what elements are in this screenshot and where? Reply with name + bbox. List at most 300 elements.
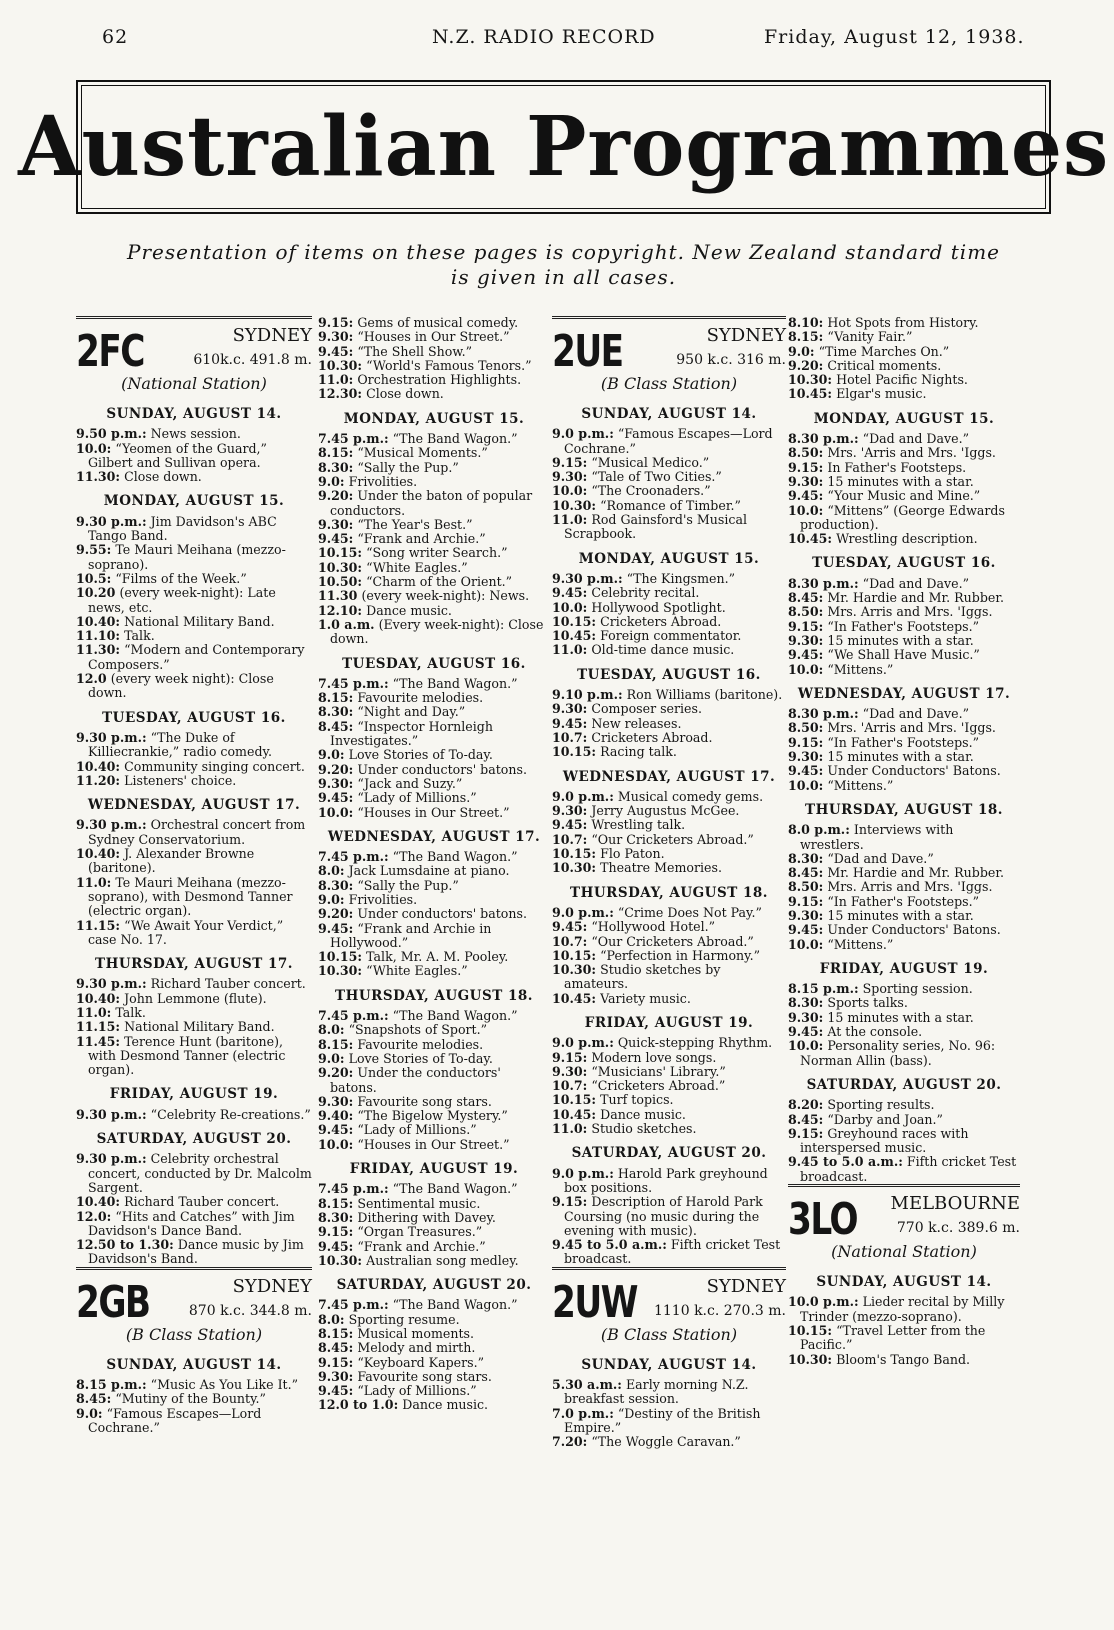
- day-heading: SATURDAY, AUGUST 20.: [336, 1277, 532, 1294]
- programme-item: [318, 475, 550, 489]
- programme-title: Close down.: [124, 469, 202, 485]
- programme-title: “White Eagles.”: [366, 559, 468, 575]
- programme-time: 8.30:: [318, 877, 354, 893]
- day-heading: MONDAY, AUGUST 15.: [813, 410, 995, 427]
- programme-title: “Cricketers Abroad.”: [591, 1078, 726, 1094]
- programme-title: Mrs. 'Arris and Mrs. 'Iggs.: [827, 445, 996, 461]
- programme-item: [552, 1051, 786, 1065]
- day-heading: SUNDAY, AUGUST 14.: [581, 406, 757, 422]
- programme-title: Dithering with Davey.: [357, 1209, 496, 1225]
- programme-title: Description of Harold Park Coursing (no music during the evening with music).: [564, 1194, 763, 1238]
- programme-title: Modern love songs.: [591, 1049, 717, 1065]
- programme-time: 8.45:: [318, 1340, 354, 1356]
- programme-time: 10.0:: [788, 661, 824, 677]
- programme-title: Lieder recital by Milly Trinder (mezzo-soprano).: [800, 1294, 1005, 1324]
- programme-time: 9.10 p.m.:: [552, 687, 623, 703]
- programme-time: 8.45:: [788, 1111, 824, 1127]
- programme-time: 9.20:: [318, 906, 354, 922]
- programme-item: [76, 672, 312, 701]
- programme-time: 9.30:: [788, 1009, 824, 1025]
- programme-title: “The Kingsmen.”: [626, 570, 736, 586]
- programme-item: [788, 779, 1020, 793]
- programme-item: [76, 1210, 312, 1239]
- programme-time: 9.45:: [318, 920, 354, 936]
- programme-time: 7.45 p.m.:: [318, 1181, 389, 1197]
- programme-item: [318, 432, 550, 446]
- programme-title: “Keyboard Kapers.”: [357, 1354, 485, 1370]
- programme-item: [76, 774, 312, 788]
- programme-title: “Celebrity Re-creations.”: [150, 1106, 311, 1122]
- programme-time: 10.0 p.m.:: [788, 1294, 859, 1310]
- rule-divider: [552, 1267, 786, 1272]
- programme-time: 8.30 p.m.:: [788, 575, 859, 591]
- day-heading: FRIDAY, AUGUST 19.: [819, 960, 989, 977]
- programme-time: 10.15:: [318, 949, 363, 965]
- page-number: 62: [102, 26, 129, 48]
- notice-line-2: is given in all cases.: [450, 265, 677, 289]
- programme-time: 12.0 to 1.0:: [318, 1397, 399, 1413]
- programme-time: 10.0:: [76, 440, 112, 456]
- programme-time: 8.30:: [318, 1209, 354, 1225]
- programme-time: 10.30:: [318, 1252, 363, 1268]
- programme-item: [788, 996, 1020, 1010]
- programme-item: [552, 1407, 786, 1436]
- programme-title: “Mittens” (George Edwards production).: [800, 502, 1005, 532]
- programme-item: [76, 1152, 312, 1195]
- programme-time: 10.30:: [788, 372, 833, 388]
- programme-title: Jerry Augustus McGee.: [591, 803, 740, 819]
- programme-item: [788, 852, 1020, 866]
- programme-title: Dance music.: [600, 1106, 686, 1122]
- programme-title: 15 minutes with a star.: [827, 1009, 974, 1025]
- programme-list: [788, 316, 1020, 402]
- programme-time: 8.0:: [318, 863, 345, 879]
- station-block: [76, 316, 312, 397]
- programme-title: (every week-night): Late news, etc.: [88, 585, 276, 615]
- programme-time: 9.45:: [318, 1383, 354, 1399]
- programme-time: 9.15:: [318, 1354, 354, 1370]
- programme-title: Wrestling talk.: [591, 817, 686, 833]
- programme-title: “Famous Escapes—Lord Cochrane.”: [88, 1405, 262, 1435]
- programme-time: 9.0:: [318, 747, 345, 763]
- programme-item: [788, 634, 1020, 648]
- programme-item: [318, 446, 550, 460]
- programme-item: [788, 1127, 1020, 1156]
- programme-item: [788, 895, 1020, 909]
- programme-time: 9.15:: [318, 1224, 354, 1240]
- programme-title: Mrs. Arris and Mrs. 'Iggs.: [827, 879, 993, 895]
- programme-time: 10.30:: [318, 559, 363, 575]
- programme-title: Turf topics.: [600, 1092, 674, 1108]
- programme-list: [318, 316, 550, 402]
- programme-title: “Modern and Contemporary Composers.”: [88, 642, 305, 672]
- programme-time: 9.30:: [552, 469, 588, 485]
- station-frequency: 1110 k.c. 270.3 m.: [653, 1302, 786, 1319]
- programme-time: 10.15:: [552, 613, 597, 629]
- programme-time: 10.45:: [788, 531, 833, 547]
- programme-time: 7.45 p.m.:: [318, 849, 389, 865]
- programme-item: [788, 1155, 1020, 1184]
- programme-title: Talk.: [115, 1004, 146, 1020]
- programme-item: [788, 707, 1020, 721]
- column-4: [788, 316, 1020, 1367]
- programme-time: 9.45:: [552, 919, 588, 935]
- programme-time: 8.45:: [788, 590, 824, 606]
- programme-item: [318, 1123, 550, 1137]
- programme-item: [552, 1093, 786, 1107]
- programme-item: [318, 806, 550, 820]
- programme-item: [76, 586, 312, 615]
- programme-time: 10.0:: [552, 599, 588, 615]
- programme-time: 9.30:: [552, 803, 588, 819]
- programme-time: 9.30:: [318, 1368, 354, 1384]
- programme-list: [318, 1298, 550, 1412]
- day-heading: TUESDAY, AUGUST 16.: [577, 666, 761, 683]
- programme-item: [788, 461, 1020, 475]
- programme-title: “Destiny of the British Empire.”: [564, 1405, 761, 1435]
- programme-time: 10.0:: [788, 502, 824, 518]
- programme-time: 9.0:: [76, 1405, 103, 1421]
- programme-title: “Lady of Millions.”: [357, 790, 477, 806]
- column-3: [552, 316, 786, 1450]
- programme-item: [318, 604, 550, 618]
- programme-list: [76, 977, 312, 1077]
- programme-time: 10.50:: [318, 574, 363, 590]
- programme-item: [552, 470, 786, 484]
- programme-item: [76, 1238, 312, 1267]
- programme-list: [318, 1182, 550, 1268]
- programme-title: Terence Hunt (baritone), with Desmond Tanner (electric organ).: [88, 1033, 286, 1078]
- copyright-notice: [76, 240, 1051, 290]
- programme-title: Sporting session.: [862, 981, 973, 997]
- programme-time: 12.10:: [318, 602, 363, 618]
- programme-item: [552, 818, 786, 832]
- programme-item: [318, 387, 550, 401]
- programme-time: 9.30 p.m.:: [76, 729, 147, 745]
- programme-time: 7.0 p.m.:: [552, 1405, 614, 1421]
- programme-time: 9.30:: [788, 907, 824, 923]
- programme-title: “Jack and Suzy.”: [357, 775, 463, 791]
- programme-time: 8.15:: [788, 329, 824, 345]
- programme-item: [552, 484, 786, 498]
- programme-item: [318, 532, 550, 546]
- programme-title: Sentimental music.: [357, 1195, 481, 1211]
- programme-item: [318, 677, 550, 691]
- programme-title: “The Band Wagon.”: [392, 1181, 518, 1197]
- station-heading: [552, 1275, 786, 1348]
- programme-time: 11.45:: [76, 1033, 121, 1049]
- programme-title: “Dad and Dave.”: [862, 575, 970, 591]
- column-2: [318, 316, 550, 1413]
- programme-item: [788, 909, 1020, 923]
- programme-item: [76, 572, 312, 586]
- programme-time: 9.15:: [318, 315, 354, 330]
- programme-item: [318, 950, 550, 964]
- programme-list: [552, 790, 786, 876]
- programme-list: [788, 1295, 1020, 1366]
- station-call-sign: 2UE: [552, 326, 623, 377]
- programme-time: 9.15:: [788, 459, 824, 475]
- programme-title: Orchestral concert from Sydney Conservatorium.: [88, 817, 306, 847]
- programme-item: [788, 880, 1020, 894]
- programme-time: 9.30:: [788, 749, 824, 765]
- programme-time: 10.15:: [552, 1092, 597, 1108]
- programme-time: 10.45:: [552, 628, 597, 644]
- programme-item: [318, 359, 550, 373]
- rule-divider: [76, 316, 312, 321]
- programme-item: [788, 475, 1020, 489]
- programme-time: 8.30 p.m.:: [788, 431, 859, 447]
- programme-item: [318, 850, 550, 864]
- programme-item: [318, 1138, 550, 1152]
- programme-item: [788, 1025, 1020, 1039]
- programme-item: [788, 823, 1020, 852]
- station-heading: [788, 1195, 1020, 1265]
- programme-time: 9.0 p.m.:: [552, 1035, 614, 1051]
- programme-time: 11.10:: [76, 628, 121, 644]
- programme-item: [788, 316, 1020, 330]
- programme-item: [552, 1065, 786, 1079]
- programme-title: Sports talks.: [827, 995, 908, 1011]
- programme-item: [552, 949, 786, 963]
- programme-time: 11.0:: [76, 1004, 112, 1020]
- programme-time: 9.0:: [788, 343, 815, 359]
- programme-title: National Military Band.: [124, 613, 275, 629]
- programme-item: [788, 373, 1020, 387]
- programme-title: “Night and Day.”: [357, 704, 466, 720]
- programme-time: 5.30 a.m.:: [552, 1377, 622, 1393]
- programme-time: 10.5:: [76, 570, 112, 586]
- programme-time: 10.15:: [318, 545, 363, 561]
- issue-date: Friday, August 12, 1938.: [764, 26, 1025, 48]
- programme-time: 10.15:: [788, 1322, 833, 1338]
- station-city: SYDNEY: [232, 1275, 312, 1297]
- programme-title: “The Duke of Killiecrankie,” radio comedy.: [88, 729, 272, 760]
- programme-title: Mr. Hardie and Mr. Rubber.: [827, 590, 1004, 606]
- programme-item: [788, 866, 1020, 880]
- programme-item: [76, 876, 312, 919]
- programme-list: [318, 1009, 550, 1152]
- programme-title: Bloom's Tango Band.: [836, 1351, 971, 1367]
- programme-title: “Charm of the Orient.”: [366, 574, 513, 590]
- programme-time: 10.40:: [76, 1194, 121, 1210]
- programme-title: “Musicians' Library.”: [591, 1063, 726, 1079]
- programme-title: Old-time dance music.: [591, 642, 735, 658]
- programme-item: [318, 1109, 550, 1123]
- programme-time: 9.0:: [318, 1050, 345, 1066]
- publication-name: N.Z. RADIO RECORD: [432, 26, 656, 48]
- programme-title: “Dad and Dave.”: [862, 706, 970, 722]
- day-heading: SUNDAY, AUGUST 14.: [106, 406, 282, 422]
- programme-title: Hot Spots from History.: [827, 315, 979, 330]
- programme-time: 9.45 to 5.0 a.m.:: [552, 1237, 667, 1253]
- programme-time: 10.30:: [552, 962, 597, 978]
- day-heading: TUESDAY, AUGUST 16.: [342, 655, 526, 672]
- programme-item: [318, 893, 550, 907]
- programme-time: 10.45:: [788, 386, 833, 402]
- programme-item: [318, 518, 550, 532]
- programme-title: “The Woggle Caravan.”: [591, 1434, 741, 1450]
- programme-item: [788, 345, 1020, 359]
- programme-item: [552, 745, 786, 759]
- programme-list: [318, 850, 550, 979]
- station-city: SYDNEY: [232, 325, 312, 346]
- day-heading: WEDNESDAY, AUGUST 17.: [797, 685, 1011, 702]
- programme-time: 9.15:: [788, 1125, 824, 1141]
- programme-title: “The Band Wagon.”: [392, 1008, 518, 1024]
- station-heading: [76, 1275, 312, 1348]
- programme-time: 7.20:: [552, 1434, 588, 1450]
- programme-title: Melody and mirth.: [357, 1340, 476, 1356]
- programme-item: [318, 1370, 550, 1384]
- programme-time: 9.40:: [318, 1108, 354, 1124]
- programme-time: 11.0:: [76, 874, 112, 890]
- programme-title: Variety music.: [600, 990, 691, 1006]
- programme-title: Australian song medley.: [366, 1252, 519, 1268]
- programme-time: 9.45:: [318, 531, 354, 547]
- programme-time: 9.30 p.m.:: [76, 817, 147, 833]
- programme-time: 9.30:: [552, 1063, 588, 1079]
- programme-list: [552, 427, 786, 541]
- programme-title: “Frank and Archie in Hollywood.”: [330, 920, 492, 950]
- programme-time: 8.45:: [318, 718, 354, 734]
- programme-title: “Crime Does Not Pay.”: [617, 904, 762, 920]
- programme-time: 8.30 p.m.:: [788, 706, 859, 722]
- programme-time: 9.45:: [788, 1024, 824, 1040]
- programme-title: “Tale of Two Cities.”: [591, 469, 722, 485]
- station-block: [552, 1267, 786, 1348]
- programme-list: [552, 1036, 786, 1136]
- programme-time: 8.15:: [318, 445, 354, 461]
- station-city: SYDNEY: [706, 325, 786, 346]
- programme-item: [318, 316, 550, 330]
- programme-time: 9.15:: [552, 1049, 588, 1065]
- programme-title: Frivolities.: [348, 891, 418, 907]
- station-block: [76, 1267, 312, 1348]
- programme-title: “The Band Wagon.”: [392, 1297, 518, 1313]
- programme-item: [788, 1113, 1020, 1127]
- programme-title: Talk, Mr. A. M. Pooley.: [366, 949, 509, 965]
- programme-title: Mrs. 'Arris and Mrs. 'Iggs.: [827, 720, 996, 736]
- programme-time: 9.20:: [318, 761, 354, 777]
- programme-time: 9.0 p.m.:: [552, 1165, 614, 1181]
- programme-title: Studio sketches by amateurs.: [564, 962, 721, 992]
- programme-item: [552, 861, 786, 875]
- programme-title: Hotel Pacific Nights.: [836, 372, 968, 388]
- station-heading: [552, 327, 786, 397]
- programme-item: [76, 1108, 312, 1122]
- programme-item: [318, 1052, 550, 1066]
- programme-list: [76, 427, 312, 484]
- programme-time: 10.7:: [552, 1078, 588, 1094]
- programme-time: 9.15:: [788, 893, 824, 909]
- programme-title: “Our Cricketers Abroad.”: [591, 933, 754, 949]
- programme-item: [552, 702, 786, 716]
- day-heading: SATURDAY, AUGUST 20.: [571, 1145, 767, 1162]
- programme-title: Celebrity orchestral concert, conducted by Dr. Malcolm Sargent.: [88, 1151, 312, 1195]
- programme-item: [788, 591, 1020, 605]
- programme-title: Dance music by Jim Davidson's Band.: [88, 1237, 304, 1267]
- programme-title: “In Father's Footsteps.”: [827, 618, 980, 634]
- programme-item: [552, 920, 786, 934]
- programme-time: 9.0 p.m.:: [552, 788, 614, 804]
- programme-time: 10.40:: [76, 758, 121, 774]
- programme-time: 10.15:: [552, 846, 597, 862]
- programme-item: [788, 620, 1020, 634]
- programme-title: Theatre Memories.: [600, 860, 722, 876]
- programme-title: “The Shell Show.”: [357, 343, 473, 359]
- programme-time: 7.45 p.m.:: [318, 675, 389, 691]
- programme-time: 7.45 p.m.:: [318, 431, 389, 447]
- programme-time: 8.50:: [788, 604, 824, 620]
- programme-title: “Dad and Dave.”: [827, 850, 934, 866]
- programme-time: 9.45 to 5.0 a.m.:: [788, 1154, 903, 1170]
- programme-time: 9.15:: [552, 1194, 588, 1210]
- programme-list: [76, 515, 312, 701]
- programme-item: [552, 615, 786, 629]
- programme-item: [318, 691, 550, 705]
- programme-list: [788, 823, 1020, 952]
- programme-time: 8.0:: [318, 1311, 345, 1327]
- programme-title: Dance music.: [402, 1397, 489, 1413]
- programme-list: [76, 1108, 312, 1122]
- programme-item: [788, 750, 1020, 764]
- programme-item: [788, 1295, 1020, 1324]
- programme-time: 11.30:: [76, 642, 121, 658]
- programme-title: “The Band Wagon.”: [392, 849, 518, 865]
- day-heading: TUESDAY, AUGUST 16.: [812, 555, 996, 572]
- programme-list: [552, 688, 786, 759]
- programme-time: 10.45:: [552, 1106, 597, 1122]
- programme-list: [788, 982, 1020, 1068]
- programme-title: Sporting results.: [827, 1097, 935, 1113]
- programme-item: [552, 427, 786, 456]
- programme-title: “Your Music and Mine.”: [827, 488, 981, 504]
- programme-item: [788, 605, 1020, 619]
- programme-item: [318, 1182, 550, 1196]
- programme-item: [552, 1122, 786, 1136]
- programme-title: “Inspector Hornleigh Investigates.”: [330, 718, 493, 749]
- programme-item: [76, 470, 312, 484]
- programme-item: [318, 345, 550, 359]
- programme-item: [318, 1298, 550, 1312]
- programme-item: [318, 1398, 550, 1412]
- programme-time: 8.20:: [788, 1097, 824, 1113]
- rule-divider: [76, 1267, 312, 1272]
- day-heading: THURSDAY, AUGUST 17.: [95, 956, 293, 973]
- programme-item: [788, 446, 1020, 460]
- station-block: [788, 1184, 1020, 1265]
- programme-title: Fifth cricket Test broadcast.: [800, 1154, 1017, 1184]
- programme-item: [76, 818, 312, 847]
- programme-item: [318, 879, 550, 893]
- programme-item: [318, 748, 550, 762]
- programme-item: [552, 499, 786, 513]
- programme-list: [318, 677, 550, 820]
- programme-title: “Travel Letter from the Pacific.”: [800, 1322, 986, 1353]
- day-heading: FRIDAY, AUGUST 19.: [584, 1014, 754, 1031]
- day-heading: MONDAY, AUGUST 15.: [103, 493, 285, 510]
- programme-item: [552, 1167, 786, 1196]
- programme-title: Interviews with wrestlers.: [800, 822, 954, 852]
- programme-title: “Houses in Our Street.”: [357, 1136, 510, 1152]
- programme-item: [552, 992, 786, 1006]
- programme-title: “Mittens.”: [827, 936, 894, 952]
- programme-title: “Famous Escapes—Lord Cochrane.”: [564, 426, 773, 456]
- programme-title: Jim Davidson's ABC Tango Band.: [88, 513, 277, 544]
- programme-time: 9.45:: [788, 922, 824, 938]
- station-heading: [76, 327, 312, 397]
